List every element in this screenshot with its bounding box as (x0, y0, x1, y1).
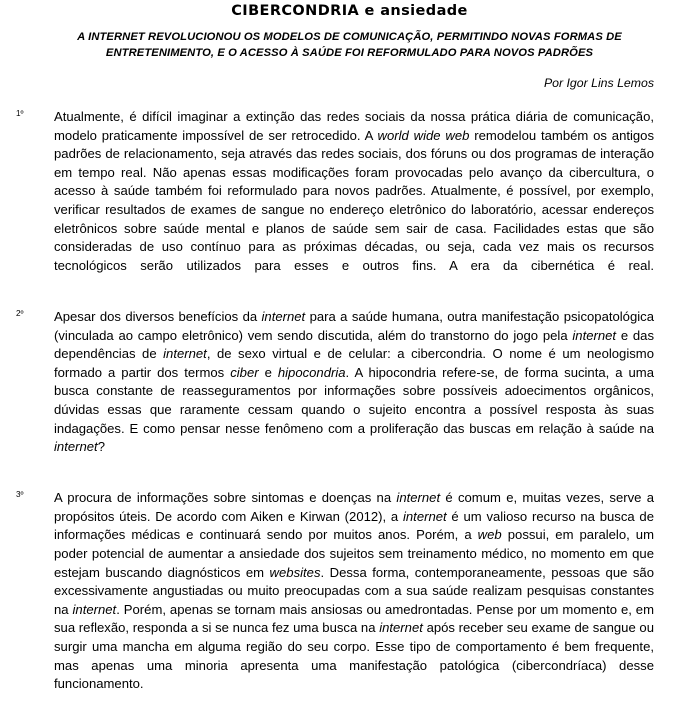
text-run: é comum e, muitas vezes, serve a propósitos úteis. De acordo com Aiken e Kirwan (2012), a (54, 490, 654, 524)
text-run: possui, em paralelo, um poder potencial de aumentar a ansiedade dos sujeitos sem treinamento médico, no momento em que estejam buscando diagnósticos em (54, 527, 654, 580)
emphasised-term: internet (396, 490, 441, 506)
text-run: . Porém, apenas se tornam mais ansiosas ou amedrontadas. Pense por um momento e, em sua reflexão, responda a si se nunca fez uma busca na (54, 601, 654, 636)
emphasised-term: internet (572, 327, 617, 343)
paragraph (0, 108, 699, 294)
emphasised-term: internet (261, 308, 306, 324)
paragraph (0, 308, 699, 475)
text-run: , de sexo virtual e de celular: a cibercondria. O nome é um neologismo formado a partir dos termos (54, 346, 654, 380)
text-run: após receber seu exame de sangue ou surgir uma mancha em alguma região do seu corpo. Esse tipo de comportamento é bem frequente, mas apenas uma minoria apresenta uma manifestação patológica (cibercondríaca) desse funcionamento. (54, 620, 654, 692)
paragraph-text (54, 108, 654, 294)
document-subtitle (60, 29, 640, 61)
text-run: . A hipocondria refere-se, de forma sucinta, a uma busca constante de reasseguramentos por informações sobre possíveis adoecimentos orgânicos, dúvidas essas que raramente cessam quando o sujeito encontra a possível resposta às suas indagações. E como pensar nesse fenômeno com a proliferação das buscas em relação à saúde na (54, 364, 654, 436)
text-run: é um valioso recurso na busca de informações médicas e continuará sendo por muitos anos. Porém, a (54, 508, 654, 543)
text-run: Apesar dos diversos benefícios da (54, 308, 262, 324)
text-run: . Dessa forma, contemporaneamente, pessoas que são excessivamente angustiadas ou muito preocupadas com a sua saúde realizam pesquisas constantes na (54, 564, 654, 617)
document-subtitle-line-1: A INTERNET REVOLUCIONOU OS MODELOS DE COMUNICAÇÃO, PERMITINDO NOVAS FORMAS DE (77, 31, 622, 43)
emphasised-term: internet (379, 620, 423, 636)
text-run: e (258, 364, 278, 380)
document-subtitle-line-2: ENTRETENIMENTO, E O ACESSO À SAÚDE FOI REFORMULADO PARA NOVOS PADRÕES (105, 47, 594, 59)
author-byline: Por Igor Lins Lemos (543, 76, 654, 90)
document-header (0, 0, 699, 91)
emphasised-term: websites (269, 564, 321, 580)
text-run: para a saúde humana, outra manifestação psicopatológica (vinculada ao campo eletrônico) vem sendo discutida, além do transtorno do jogo pela (54, 308, 654, 343)
paragraph-number-marker: 3º (16, 490, 24, 500)
paragraph-list (0, 108, 699, 712)
paragraph-number-marker: 1º (16, 109, 24, 118)
emphasised-term: ciber (230, 364, 259, 380)
article-body (0, 108, 699, 712)
text-run: ? (97, 439, 105, 455)
paragraph-text (54, 489, 654, 712)
paragraph-number-marker: 2º (16, 308, 24, 318)
text-run: e das dependências de (54, 327, 654, 362)
emphasised-term: internet (54, 439, 98, 455)
text-run: A procura de informações sobre sintomas e doenças na (54, 490, 397, 506)
text-run: remodelou também os antigos padrões de relacionamento, seja através das redes sociais, dos fóruns ou dos programas de interação em tempo real. Não apenas essas modificações foram provocadas pelo avanço da cibercultura, o acesso à saúde também foi reformulado para novos padrões. Atualmente, é possível, por exemplo, verificar resultados de exames de sangue no endereço eletrônico do laboratório, acessar endereços eletrônicos sobre saúde mental e planos de saúde sem sair de casa. Facilidades estas que são consideradas de uso contínuo para as próximas décadas, ou seja, cada vez mais os recursos tecnológicos serão utilizados para esses e outros fins. A era da cibernética é real. (54, 127, 655, 273)
paragraph (0, 489, 699, 712)
text-run: Atualmente, é difícil imaginar a extinção das redes sociais da nossa prática diária de comunicação, modelo praticamente impossível de ser retrocedido. A (54, 109, 654, 143)
emphasised-term: internet (72, 601, 117, 617)
emphasised-term: web (477, 527, 502, 543)
emphasised-term: hipocondria (277, 364, 346, 380)
emphasised-term: world wide web (377, 127, 470, 143)
page-title: CIBERCONDRIA e ansiedade (231, 3, 468, 19)
paragraph-text (54, 308, 654, 475)
emphasised-term: internet (163, 346, 207, 362)
emphasised-term: internet (402, 508, 447, 524)
